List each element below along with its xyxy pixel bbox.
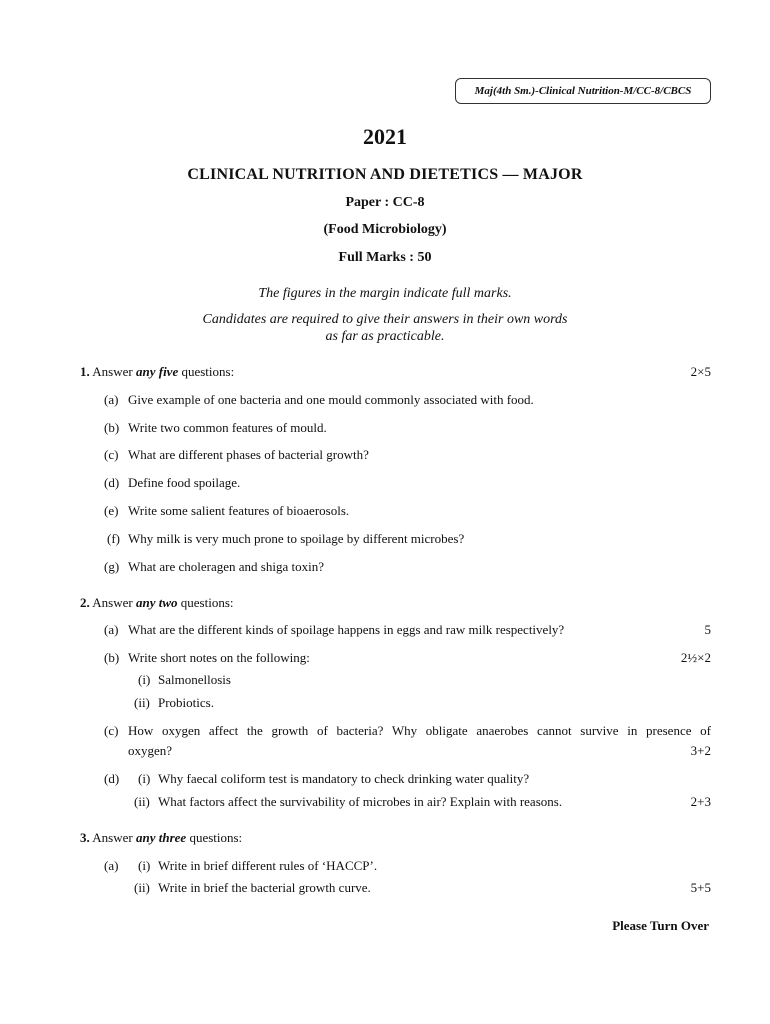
q3a-i-label: (i) [138, 858, 151, 873]
q2a-marks: 5 [704, 622, 711, 637]
q1-item-label: (d) [104, 475, 120, 490]
q3a-ii-label: (ii) [134, 880, 150, 895]
question-1-heading [80, 364, 234, 380]
question-1-marks: 2×5 [690, 364, 711, 379]
q2d-label: (d) [104, 771, 120, 786]
paper-code-box: Maj(4th Sm.)-Clinical Nutrition-M/CC-8/CBCS [455, 78, 711, 104]
exam-year: 2021 [363, 124, 407, 149]
q3a-label: (a) [104, 858, 119, 873]
q2c-text-line-1: How oxygen affect the growth of bacteria? Why obligate anaerobes cannot survive in presence of [128, 723, 711, 738]
please-turn-over: Please Turn Over [612, 918, 709, 933]
q1-item-text: Define food spoilage. [128, 475, 241, 490]
q3a-marks: 5+5 [690, 880, 711, 895]
q1-item-label: (a) [104, 392, 119, 407]
q2b-ii-label: (ii) [134, 695, 150, 710]
instruction-line-2: as far as practicable. [325, 329, 445, 344]
instruction-line-1: Candidates are required to give their answers in their own words [202, 312, 568, 327]
q2b-label: (b) [104, 650, 120, 665]
q2d-marks: 2+3 [690, 794, 711, 809]
q3a-i-text: Write in brief different rules of ‘HACCP’. [158, 858, 378, 873]
q2b-i-label: (i) [138, 672, 151, 687]
question-prefix: Answer [92, 364, 133, 379]
q2a-text: What are the different kinds of spoilage happens in eggs and raw milk respectively? [128, 622, 565, 637]
q2b-text: Write short notes on the following: [128, 650, 310, 665]
q1-item-label: (f) [107, 531, 120, 546]
q1-item-text: Write some salient features of bioaerosols. [128, 503, 350, 518]
question-suffix: questions: [180, 595, 234, 610]
paper-code: Paper : CC-8 [345, 195, 425, 210]
q2d-i-text: Why faecal coliform test is mandatory to check drinking water quality? [158, 771, 530, 786]
question-prefix: Answer [92, 595, 133, 610]
q1-item-text: What are choleragen and shiga toxin? [128, 559, 324, 574]
q1-item-label: (b) [104, 420, 120, 435]
instruction-own-words [0, 311, 770, 345]
question-3-heading [80, 830, 242, 846]
q2b-ii-text: Probiotics. [158, 695, 214, 710]
q2c-label: (c) [104, 723, 119, 738]
q2c-text-line-2: oxygen? [128, 743, 173, 758]
q1-item-text: Write two common features of mould. [128, 420, 327, 435]
q1-item-text: What are different phases of bacterial growth? [128, 447, 369, 462]
q1-item-text: Why milk is very much prone to spoilage by different microbes? [128, 531, 465, 546]
paper-topic: (Food Microbiology) [323, 222, 447, 237]
q2d-i-label: (i) [138, 771, 151, 786]
question-emphasis: any three [135, 830, 187, 845]
q2a-label: (a) [104, 622, 119, 637]
q2d-ii-text: What factors affect the survivability of microbes in air? Explain with reasons. [158, 794, 563, 809]
q3a-ii-text: Write in brief the bacterial growth curve. [158, 880, 371, 895]
question-2-heading [80, 595, 234, 611]
full-marks: Full Marks : 50 [338, 250, 432, 265]
q1-item-label: (g) [104, 559, 120, 574]
question-emphasis: any two [135, 595, 178, 610]
q2c-marks: 3+2 [690, 743, 711, 758]
question-number: 3. [80, 830, 90, 845]
instruction-marks: The figures in the margin indicate full marks. [258, 286, 512, 301]
q2b-i-text: Salmonellosis [158, 672, 231, 687]
question-emphasis: any five [135, 364, 179, 379]
q2d-ii-label: (ii) [134, 794, 150, 809]
question-number: 1. [80, 364, 90, 379]
question-number: 2. [80, 595, 90, 610]
question-suffix: questions: [189, 830, 243, 845]
q2b-marks: 2½×2 [680, 650, 711, 665]
q1-item-text: Give example of one bacteria and one mould commonly associated with food. [128, 392, 534, 407]
q1-item-label: (c) [104, 447, 119, 462]
question-suffix: questions: [181, 364, 235, 379]
subject-title: CLINICAL NUTRITION AND DIETETICS — MAJOR [187, 166, 583, 183]
question-prefix: Answer [92, 830, 133, 845]
q1-item-label: (e) [104, 503, 119, 518]
